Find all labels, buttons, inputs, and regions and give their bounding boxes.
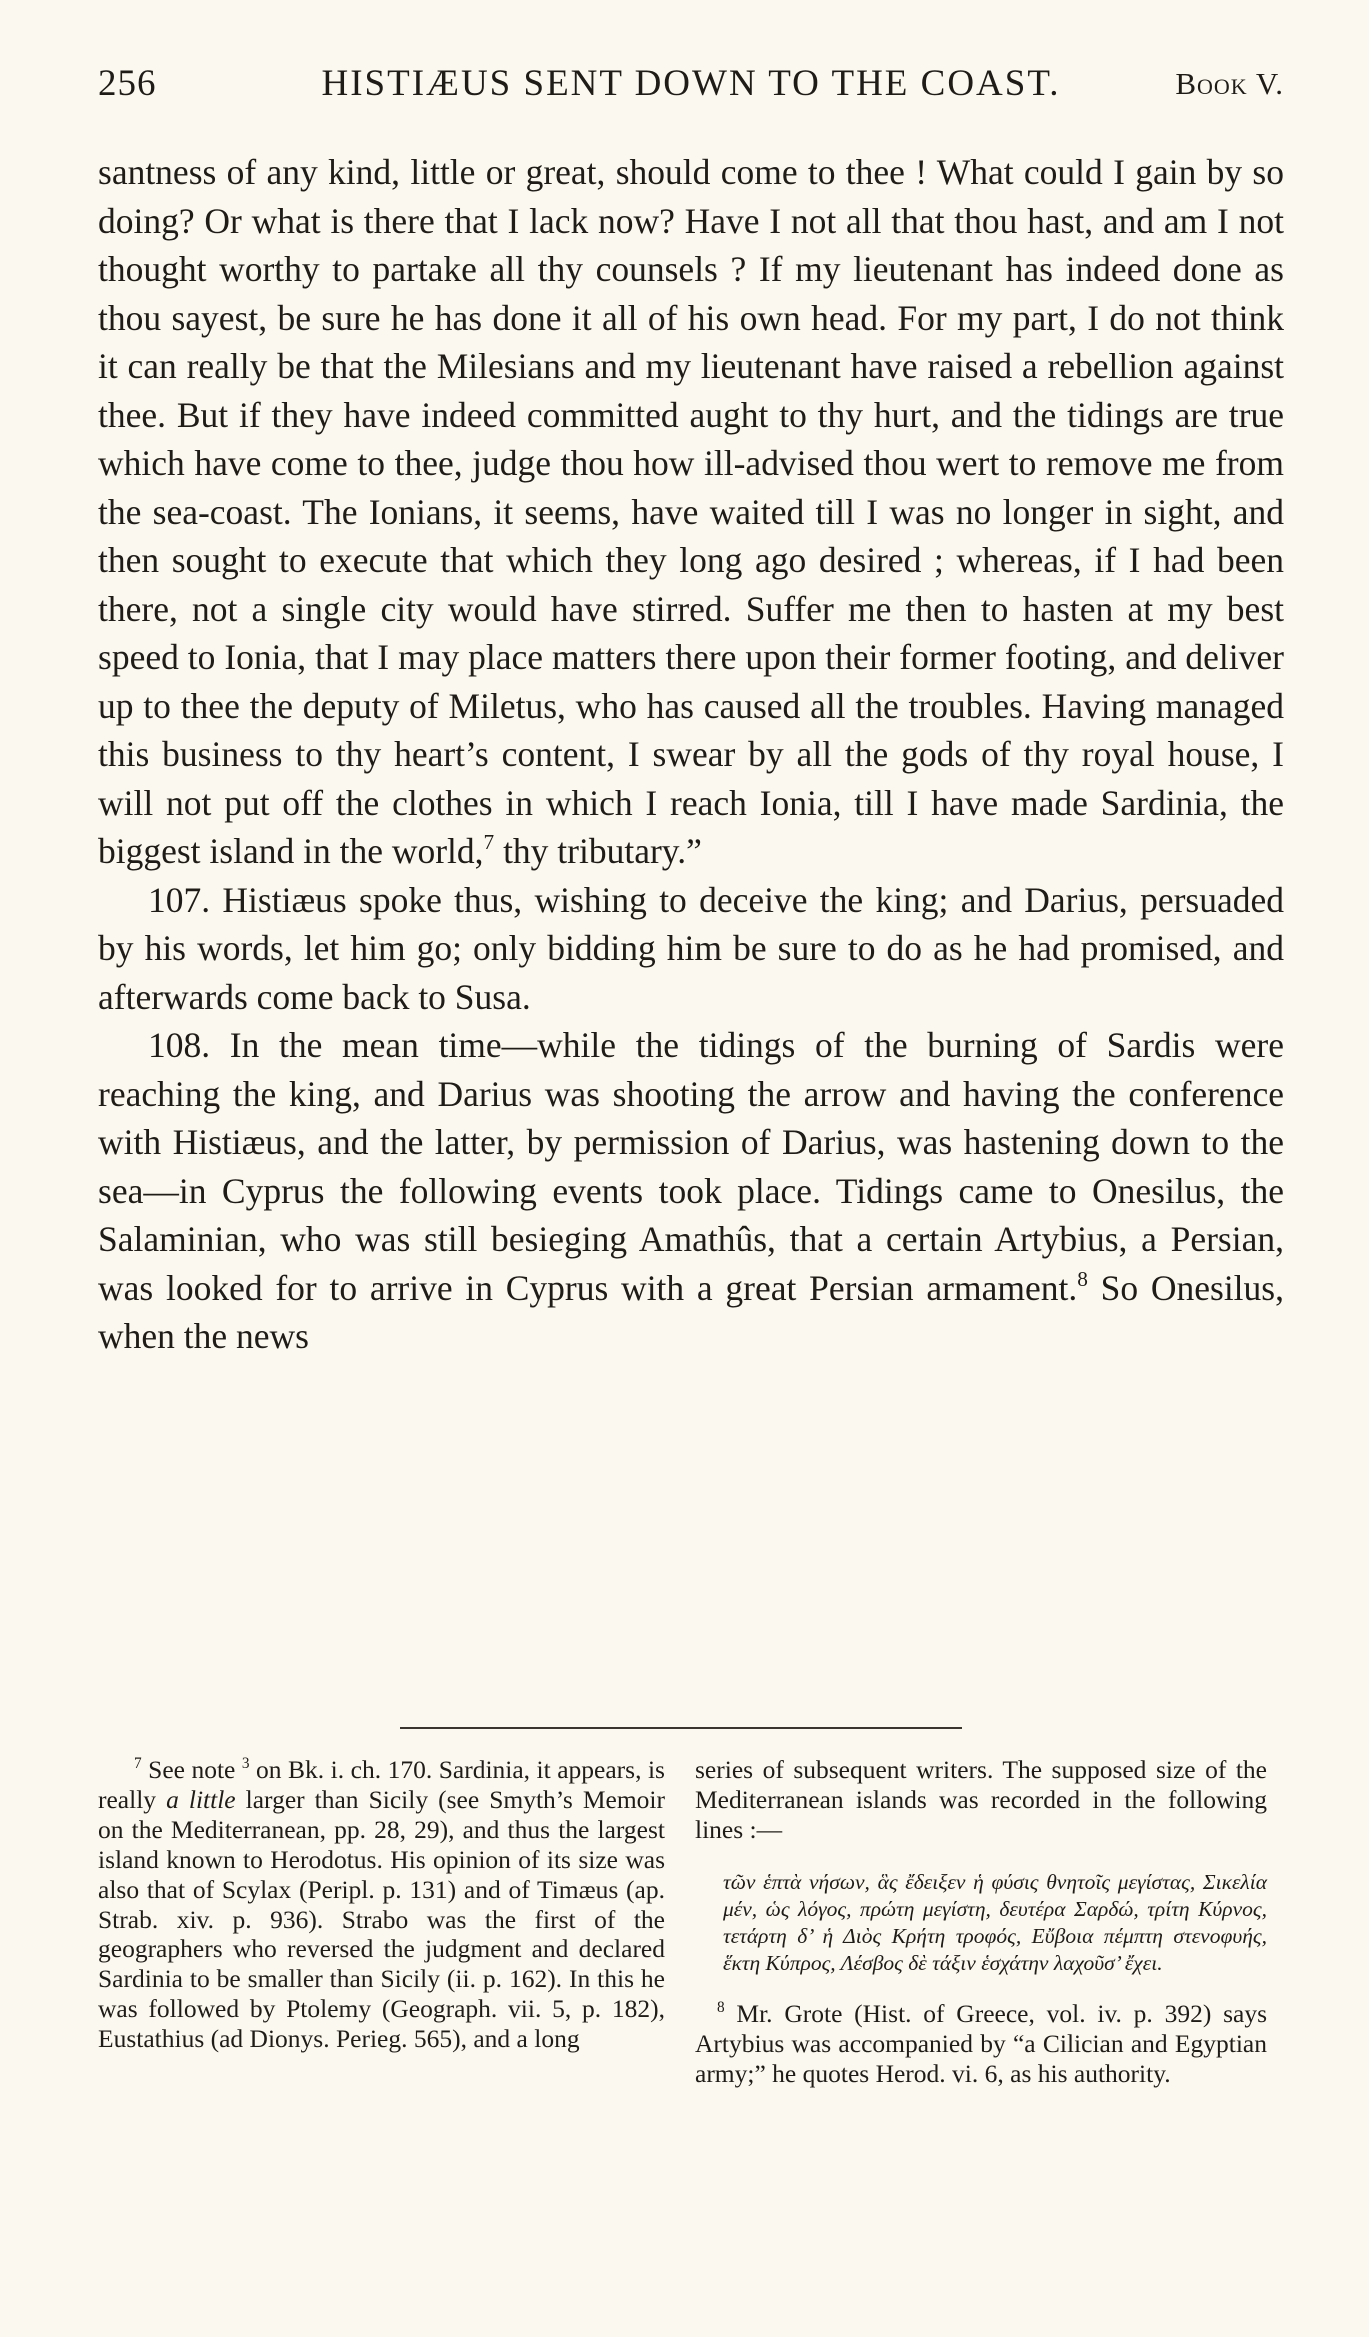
- paragraph-107: 107. Histiæus spoke thus, wishing to deceive the king; and Darius, persuaded by his words, let him go; only bidding him be sure to do as he had promised, and afterwards come back to Susa.: [98, 879, 1284, 1017]
- footnote-7-continued: series of subsequent writers. The supposed size of the Mediterranean islands was recorded in the following lines :—: [695, 1755, 1267, 1844]
- footnote-8: $^8$ Mr. Grote (Hist. of Greece, vol. iv. p. 392) says Artybius was accompanied by “a Cilician and Egyptian army;” he quotes Herod. vi. 6, as his authority.: [695, 1998, 1267, 2088]
- footnote-7: $^7$ See note $^3$ on Bk. i. ch. 170. Sardinia, it appears, is really a little larger than Sicily (see Smyth’s Memoir on the Mediterranean, pp. 28, 29), and thus the largest island known to Herodotus. His opinion of its size was also that of Scylax (Peripl. p. 131) and of Timæus (ap. Strab. xiv. p. 936). Strabo was the first of the geographers who reversed the judgment and declared Sardinia to be smaller than Sicily (ii. p. 162). In this he was followed by Ptolemy (Geograph. vii. 5, p. 182), Eustathius (ad Dionys. Perieg. 565), and a long: [98, 1755, 665, 2054]
- page-number: 256: [98, 63, 157, 104]
- running-header: [98, 62, 1284, 112]
- main-text: [98, 148, 1284, 1361]
- paragraph-speech: santness of any kind, little or great, should come to thee ! What could I gain by so doing? Or what is there that I lack now? Have I not all that thou hast, and am I not thought worthy to partake all thy counsels ? If my lieutenant has indeed done as thou sayest, be sure he has done it all of his own head. For my part, I do not think it can really be that the Milesians and my lieutenant have raised a rebellion against thee. But if they have indeed committed aught to thy hurt, and the tidings are true which have come to thee, judge thou how ill-advised thou wert to remove me from the sea-coast. The Ionians, it seems, have waited till I was no longer in sight, and then sought to execute that which they long ago desired ; whereas, if I had been there, not a single city would have stirred. Suffer me then to hasten at my best speed to Ionia, that I may place matters there upon their former footing, and deliver up to thee the deputy of Miletus, who has caused all the troubles. Having managed this business to thy heart’s content, I swear by all the gods of thy royal house, I will not put off the clothes in which I reach Ionia, till I have made Sardinia, the biggest island in the world,$^7$ thy tributary.”: [98, 152, 1284, 871]
- footnote-ref-7: 7: [483, 830, 495, 855]
- running-title: HISTIÆUS SENT DOWN TO THE COAST.: [321, 63, 1061, 104]
- paragraph-108: 108. In the mean time—while the tidings of the burning of Sardis were reaching the king, and Darius was shooting the arrow and having the conference with Histiæus, and the latter, by permission of Darius, was hastening down to the sea—in Cyprus the following events took place. Tidings came to Onesilus, the Salaminian, who was still besieging Amathûs, that a certain Artybius, a Persian, was looked for to arrive in Cyprus with a great Persian armament.$^8$ So Onesilus, when the news: [98, 1025, 1284, 1356]
- footnote-ref-8: 8: [1077, 1266, 1088, 1291]
- footnote-column-right: [695, 1755, 1267, 2088]
- greek-verse: τῶν ἑπτὰ νήσων, ἃς ἔδειξεν ἡ φύσις θνητοῖς μεγίστας, Σικελία μέν, ὡς λόγος, πρώτη μεγίστη, δευτέρα Σαρδώ, τρίτη Κύρνος, τετάρτη δ’ ἡ Διὸς Κρήτη τροφός, Εὔβοια πέμπτη στενοφυής, ἕκτη Κύπρος, Λέσβος δὲ τάξιν ἑσχάτην λαχοῦσ’ ἔχει.: [723, 1869, 1267, 1975]
- book-label: Book V.: [1175, 66, 1284, 101]
- footnote-divider: [400, 1727, 962, 1729]
